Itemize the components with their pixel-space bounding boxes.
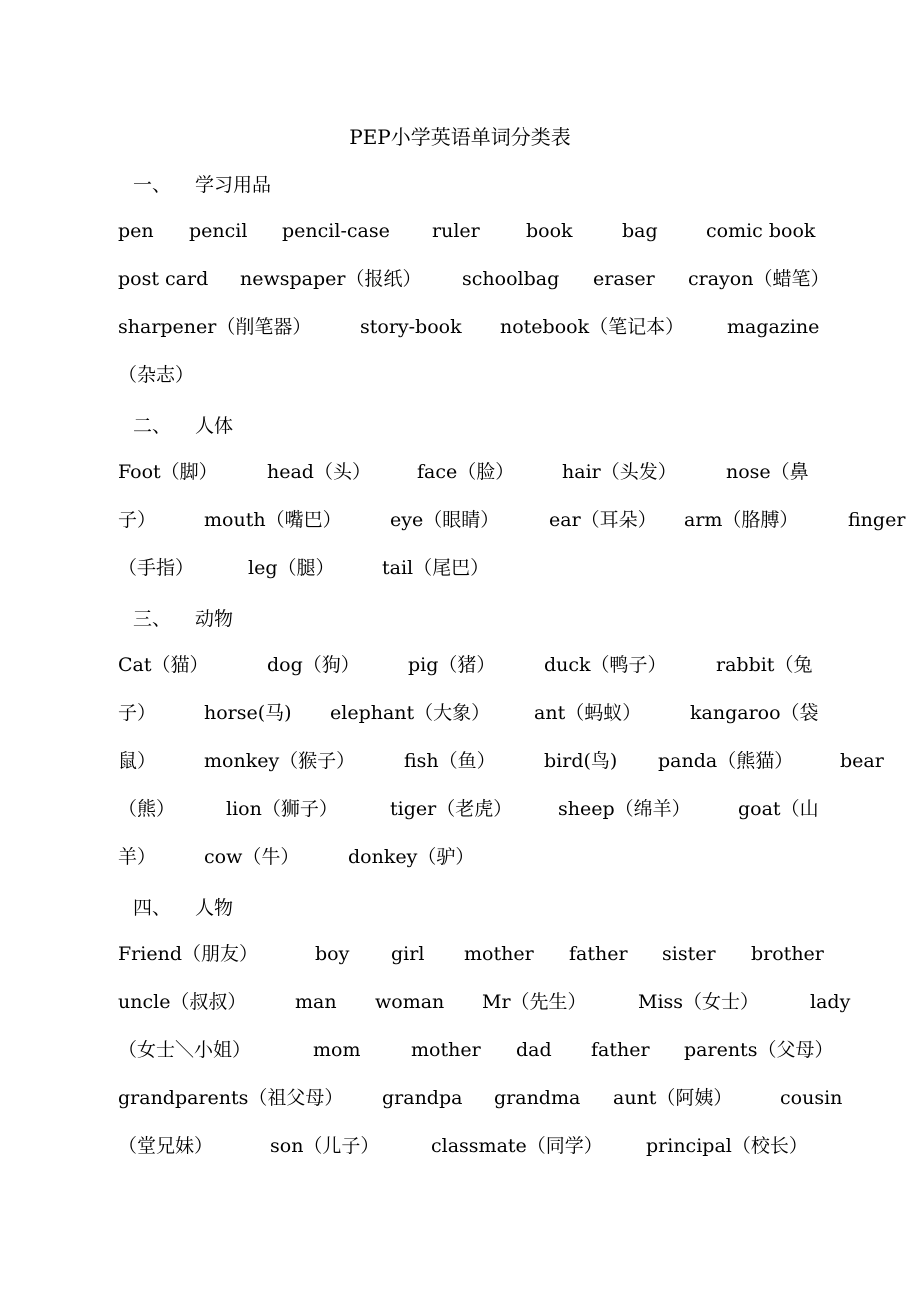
word-item: parents（父母） [684, 1039, 834, 1061]
word-item: head（头） [267, 461, 371, 483]
word-item: ear（耳朵） [549, 509, 657, 531]
word-item: rabbit（兔 [716, 654, 813, 676]
word-item: sister [662, 943, 716, 965]
word-item: finger [848, 509, 906, 531]
word-item: fish（鱼） [404, 750, 496, 772]
word-item: pencil [189, 220, 248, 242]
word-item: pencil-case [282, 220, 390, 242]
word-item: principal（校长） [646, 1135, 808, 1157]
word-line [0, 988, 920, 1016]
section-name: 人物 [195, 897, 234, 919]
word-line [0, 747, 920, 775]
word-item: （堂兄妹） [118, 1135, 214, 1157]
word-line [0, 795, 920, 823]
word-item: Mr（先生） [482, 991, 587, 1013]
word-item: comic book [706, 220, 816, 242]
word-line [0, 265, 920, 293]
word-line [0, 699, 920, 727]
word-item: monkey（猴子） [204, 750, 356, 772]
word-item: bag [622, 220, 658, 242]
section-heading-school-supplies [133, 170, 271, 197]
word-item: elephant（大象） [330, 702, 491, 724]
word-item: mother [464, 943, 534, 965]
word-item: pig（猪） [408, 654, 496, 676]
word-line [0, 940, 920, 968]
word-line [0, 651, 920, 679]
word-item: face（脸） [417, 461, 515, 483]
word-item: Friend（朋友） [118, 943, 258, 965]
word-item: Foot（脚） [118, 461, 218, 483]
word-item: father [591, 1039, 650, 1061]
word-item: ant（蚂蚁） [534, 702, 642, 724]
word-item: 羊） [118, 846, 157, 868]
word-item: mom [313, 1039, 361, 1061]
word-item: 子） [118, 702, 157, 724]
word-item: post card [118, 268, 209, 290]
word-item: uncle（叔叔） [118, 991, 247, 1013]
word-line [0, 458, 920, 486]
word-line [0, 217, 920, 245]
page-title: PEP小学英语单词分类表 [349, 125, 571, 149]
word-line [0, 313, 920, 341]
word-item: dad [516, 1039, 552, 1061]
section-name: 人体 [195, 415, 234, 437]
word-item: lady [810, 991, 851, 1013]
word-item: aunt（阿姨） [613, 1087, 733, 1109]
section-number: 四、 [133, 897, 172, 919]
word-item: tail（尾巴） [382, 557, 490, 579]
word-item: （杂志） [118, 364, 195, 386]
word-item: schoolbag [462, 268, 560, 290]
word-item: arm（胳膊） [684, 509, 799, 531]
word-item: panda（熊猫） [658, 750, 794, 772]
section-name: 学习用品 [195, 174, 272, 196]
word-item: mouth（嘴巴） [204, 509, 342, 531]
word-item: horse(马) [204, 702, 292, 724]
word-item: 子） [118, 509, 157, 531]
word-item: Cat（猫） [118, 654, 209, 676]
word-item: notebook（笔记本） [500, 316, 685, 338]
word-item: mother [411, 1039, 481, 1061]
section-heading-people [133, 893, 233, 920]
word-line [0, 554, 920, 582]
word-item: donkey（驴） [348, 846, 475, 868]
word-item: pen [118, 220, 154, 242]
word-item: grandpa [382, 1087, 463, 1109]
word-item: kangaroo（袋 [690, 702, 819, 724]
word-item: classmate（同学） [431, 1135, 603, 1157]
word-item: grandma [494, 1087, 581, 1109]
word-item: （女士＼小姐） [118, 1039, 252, 1061]
section-name: 动物 [195, 608, 234, 630]
section-heading-body [133, 411, 233, 438]
word-item: （手指） [118, 557, 195, 579]
word-item: newspaper（报纸） [240, 268, 422, 290]
section-number: 二、 [133, 415, 172, 437]
word-line [0, 1132, 920, 1160]
word-item: eraser [593, 268, 655, 290]
word-item: dog（狗） [267, 654, 360, 676]
word-item: bird(鸟) [544, 750, 618, 772]
word-item: ruler [432, 220, 480, 242]
word-item: 鼠） [118, 750, 157, 772]
word-item: nose（鼻 [726, 461, 809, 483]
word-item: Miss（女士） [638, 991, 760, 1013]
word-item: sharpener（削笔器） [118, 316, 312, 338]
word-item: son（儿子） [270, 1135, 380, 1157]
word-item: magazine [727, 316, 820, 338]
section-number: 一、 [133, 174, 172, 196]
word-item: man [295, 991, 337, 1013]
word-line [0, 361, 920, 389]
word-item: crayon（蜡笔） [688, 268, 830, 290]
word-item: bear [840, 750, 884, 772]
word-item: eye（眼睛） [390, 509, 500, 531]
word-line [0, 506, 920, 534]
word-item: father [569, 943, 628, 965]
word-item: woman [375, 991, 445, 1013]
word-item: cow（牛） [204, 846, 300, 868]
word-item: （熊） [118, 798, 176, 820]
word-line [0, 843, 920, 871]
word-item: girl [391, 943, 425, 965]
word-item: hair（头发） [562, 461, 677, 483]
word-item: tiger（老虎） [390, 798, 513, 820]
section-number: 三、 [133, 608, 172, 630]
word-item: book [526, 220, 573, 242]
word-item: cousin [780, 1087, 843, 1109]
word-item: story-book [360, 316, 462, 338]
word-item: boy [315, 943, 350, 965]
word-item: goat（山 [738, 798, 819, 820]
word-item: lion（狮子） [226, 798, 338, 820]
word-item: duck（鸭子） [544, 654, 667, 676]
word-line [0, 1084, 920, 1112]
word-item: sheep（绵羊） [558, 798, 691, 820]
word-item: grandparents（祖父母） [118, 1087, 344, 1109]
section-heading-animals [133, 604, 233, 631]
word-item: brother [751, 943, 824, 965]
word-item: leg（腿） [248, 557, 335, 579]
word-line [0, 1036, 920, 1064]
